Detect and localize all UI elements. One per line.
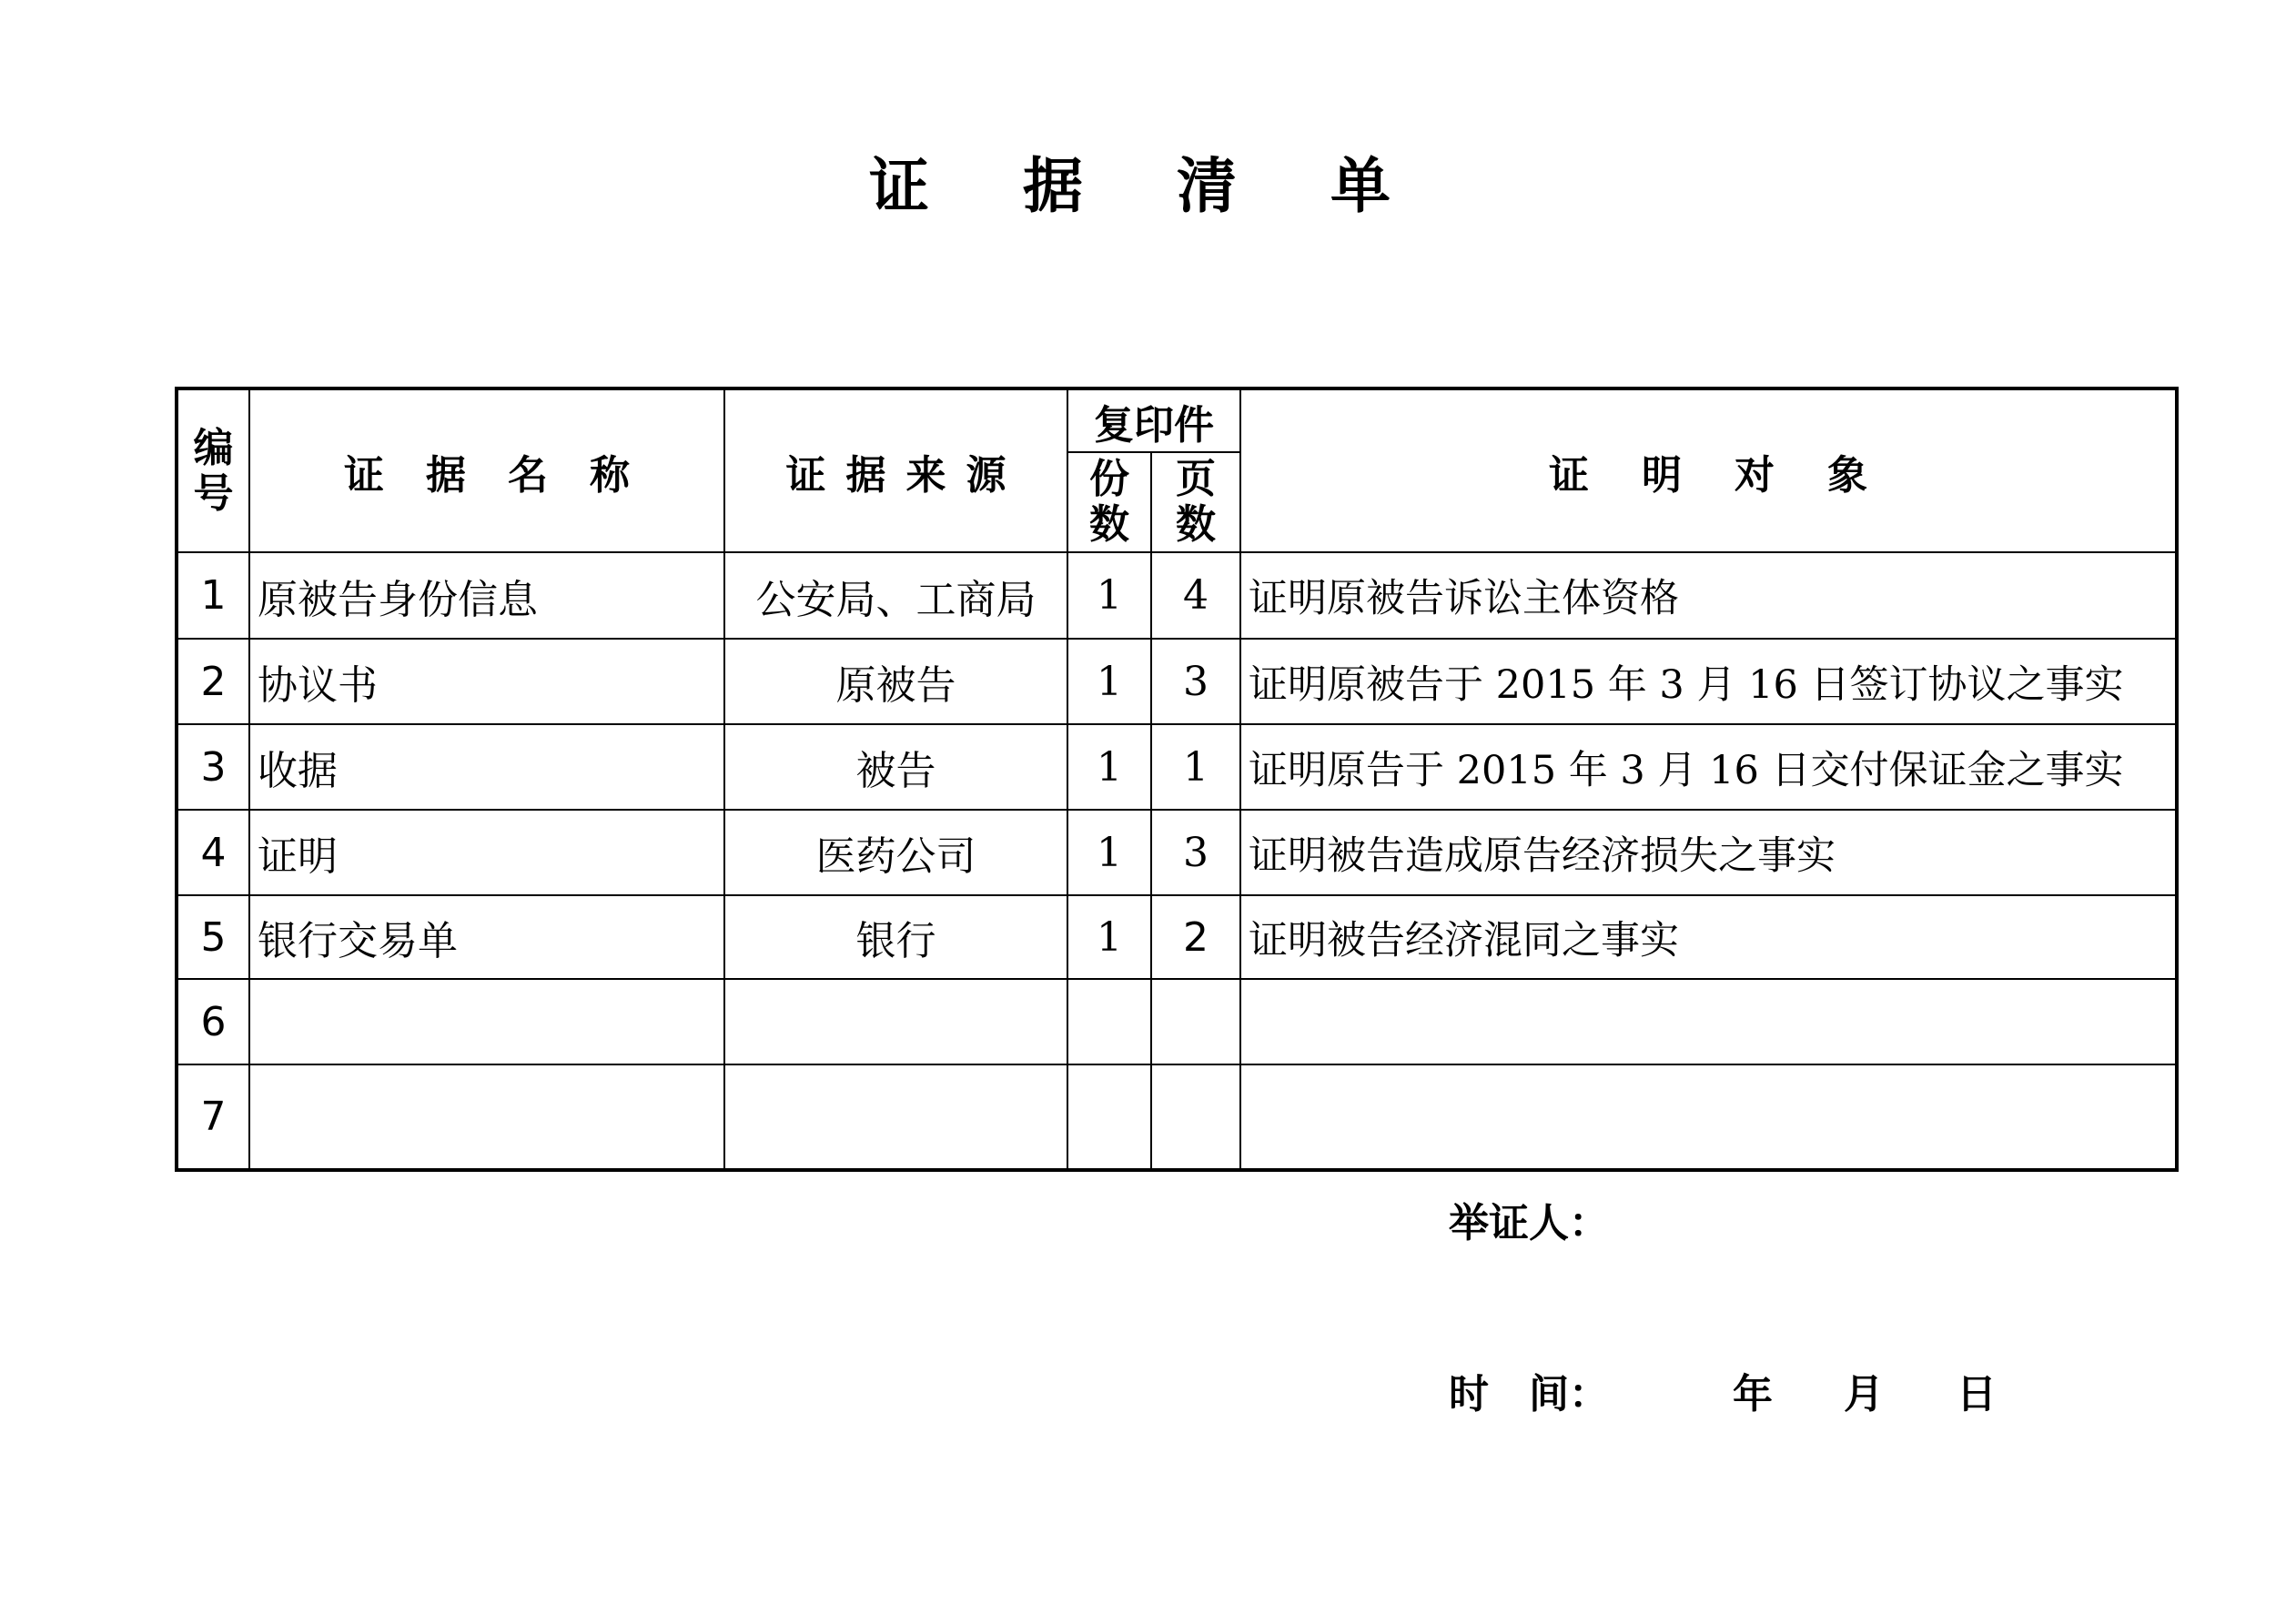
row-no: 1 <box>177 552 249 639</box>
table-row <box>177 810 2177 895</box>
row-pages <box>1151 1064 1240 1170</box>
row-name: 原被告身份信息 <box>249 552 724 639</box>
month-label: 月 <box>1844 1371 1884 1417</box>
table-row <box>177 552 2177 639</box>
row-source <box>724 1064 1067 1170</box>
row-copies <box>1067 979 1151 1064</box>
row-source: 被告 <box>724 724 1067 810</box>
row-no: 2 <box>177 639 249 724</box>
row-target: 证明原被告于 2015 年 3 月 16 日签订协议之事实 <box>1240 639 2177 724</box>
row-target: 证明被告经济混同之事实 <box>1240 895 2177 979</box>
row-name <box>249 1064 724 1170</box>
table-row <box>177 639 2177 724</box>
header-no: 编号 <box>177 388 249 552</box>
row-name: 协议书 <box>249 639 724 724</box>
table-row <box>177 895 2177 979</box>
row-target: 证明被告造成原告经济损失之事实 <box>1240 810 2177 895</box>
row-target <box>1240 1064 2177 1170</box>
row-pages: 3 <box>1151 810 1240 895</box>
day-label: 日 <box>1957 1371 1997 1417</box>
evidence-table <box>175 387 2179 1172</box>
row-pages: 1 <box>1151 724 1240 810</box>
row-target: 证明原告于 2015 年 3 月 16 日交付保证金之事实 <box>1240 724 2177 810</box>
row-copies: 1 <box>1067 552 1151 639</box>
row-copies <box>1067 1064 1151 1170</box>
row-no: 5 <box>177 895 249 979</box>
row-copies: 1 <box>1067 810 1151 895</box>
row-copies: 1 <box>1067 895 1151 979</box>
row-target <box>1240 979 2177 1064</box>
header-target: 证明对象 <box>1240 388 2177 552</box>
year-label: 年 <box>1733 1371 1773 1417</box>
row-source: 医药公司 <box>724 810 1067 895</box>
row-source: 银行 <box>724 895 1067 979</box>
header-name: 证据名称 <box>249 388 724 552</box>
row-source <box>724 979 1067 1064</box>
row-pages: 3 <box>1151 639 1240 724</box>
row-target: 证明原被告诉讼主体资格 <box>1240 552 2177 639</box>
table-header-row <box>177 388 2177 452</box>
row-source: 原被告 <box>724 639 1067 724</box>
header-copy-group: 复印件 <box>1067 388 1240 452</box>
row-copies: 1 <box>1067 639 1151 724</box>
row-name: 证明 <box>249 810 724 895</box>
row-pages: 4 <box>1151 552 1240 639</box>
row-copies: 1 <box>1067 724 1151 810</box>
provider-label: 举证人： <box>1449 1200 1609 1246</box>
row-name: 银行交易单 <box>249 895 724 979</box>
table-row <box>177 979 2177 1064</box>
row-pages <box>1151 979 1240 1064</box>
header-pages: 页数 <box>1151 452 1240 552</box>
row-source: 公安局、工商局 <box>724 552 1067 639</box>
table-row <box>177 724 2177 810</box>
row-pages: 2 <box>1151 895 1240 979</box>
row-no: 7 <box>177 1064 249 1170</box>
row-name: 收据 <box>249 724 724 810</box>
row-no: 3 <box>177 724 249 810</box>
page-title: 证 据 清 单 <box>869 151 1427 221</box>
table-row <box>177 1064 2177 1170</box>
header-copies: 份数 <box>1067 452 1151 552</box>
row-name <box>249 979 724 1064</box>
row-no: 6 <box>177 979 249 1064</box>
row-no: 4 <box>177 810 249 895</box>
time-label: 时 间： <box>1449 1371 1609 1417</box>
header-source: 证据来源 <box>724 388 1067 552</box>
